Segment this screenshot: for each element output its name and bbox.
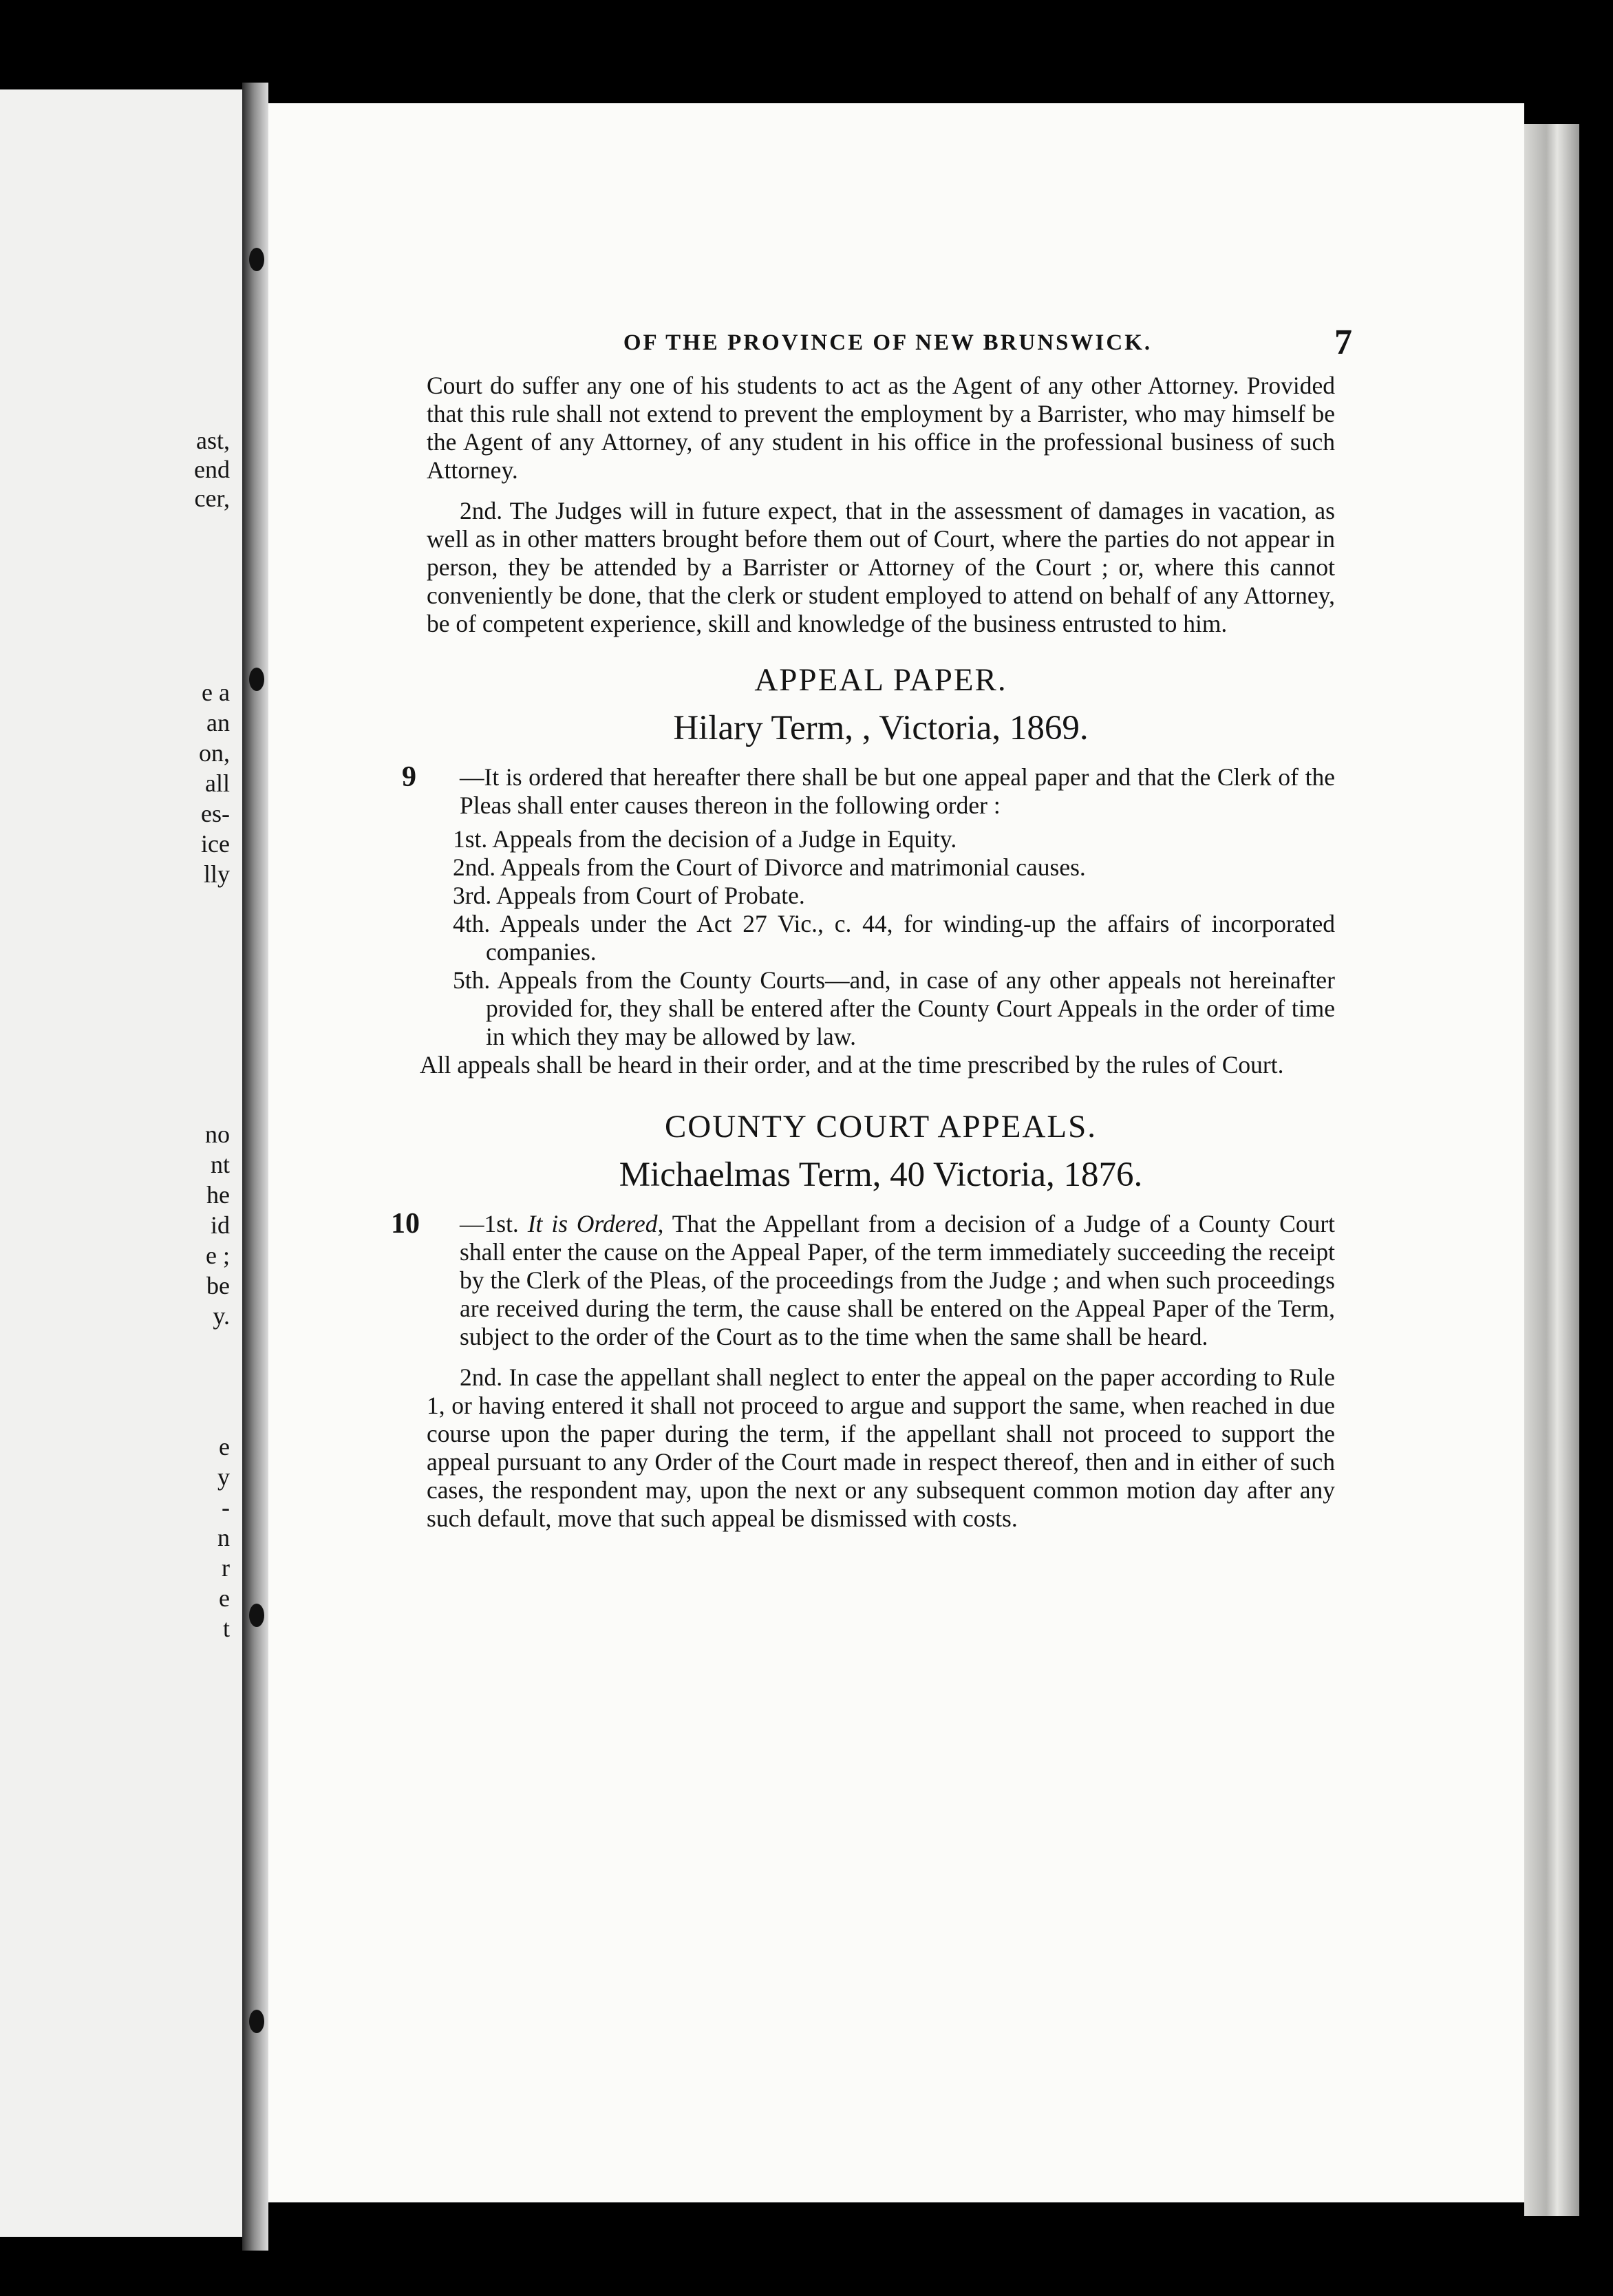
facing-page-fragment: no [205,1120,230,1148]
facing-page-fragment: end [194,456,230,483]
facing-page-fragment: nt [210,1151,230,1178]
facing-page-fragment: lly [203,860,230,888]
facing-page-fragment: cer, [194,485,230,512]
rule-lead: —1st. [460,1210,519,1237]
section-term: Michaelmas Term, 40 Victoria, 1876. [619,1156,1143,1194]
facing-page-fragment: - [222,1494,230,1521]
facing-page-fragment: e [219,1433,230,1460]
facing-page-fragment: ice [201,830,230,858]
facing-page-text [0,89,242,2237]
rule-9 [402,761,1335,820]
facing-page-fragment: he [206,1181,230,1209]
facing-page-fragment: e [219,1584,230,1612]
facing-page-fragment: r [222,1554,230,1582]
facing-page-fragment: n [217,1524,230,1551]
facing-page-fragment: on, [199,739,230,767]
rule-paragraph: 2nd. The Judges will in future expect, that in the assessment of damages in vacation, as well as in other matters brought before them out of Court, where the parties do not appear in person, they be attended by a Barrister or Attorney of the Court ; or, where this cannot conveniently be done, that the clerk or student employed to attend on behalf of any Attorney, be of competent experience, skill and knowledge of the business entrusted to him. [427,497,1335,637]
facing-page-fragment: an [206,709,230,736]
binding-thread-mark [249,2010,264,2033]
facing-page-fragment: ast, [196,427,230,454]
book-gutter [242,83,268,2251]
rule-intro: It is Ordered, [527,1210,664,1237]
facing-page-fragment: e ; [206,1242,230,1269]
running-header [427,323,1354,372]
facing-page-fragment: y [217,1463,230,1491]
binding-thread-mark [249,1604,264,1627]
list-item: 5th. Appeals from the County Courts—and, in case of any other appeals not hereinafter provided for, they shall be entered after the County Court Appeals in the order of time in which they may be allowed by law. [453,966,1335,1050]
facing-page-fragment: all [205,769,230,797]
binding-thread-mark [249,248,264,271]
list-item: 1st. Appeals from the decision of a Judge in Equity. [453,825,957,853]
rule-number: 9 [402,761,416,793]
rule-text: That the Appellant from a decision of a Judge of a County Court shall enter the cause on the Appeal Paper, of the term immediately succeeding the receipt by the Clerk of the Pleas, of the proceedings from the Judge ; and when such proceedings are received during the term, the cause shall be entered on the Appeal Paper of the Term, subject to the order of the Court as to the time when the same shall be heard. [460,1210,1336,1350]
facing-page-fragment: y. [213,1302,230,1330]
page-content [391,323,1354,1533]
rule-text: —It is ordered that hereafter there shall be but one appeal paper and that the Clerk of the Pleas shall enter causes thereon in the following order : [460,763,1335,819]
rule-10 [391,1208,1336,1351]
list-item: 2nd. Appeals from the Court of Divorce and matrimonial causes. [453,853,1086,881]
facing-page-fragment: id [210,1211,230,1239]
list-item: 3rd. Appeals from Court of Probate. [453,882,805,909]
page-number: 7 [1334,323,1354,362]
rule-paragraph: 2nd. In case the appellant shall neglect to enter the appeal on the paper according to Rule 1, or having entered it shall not proceed to argue and support the same, when reached in due course upon the paper during the term, if the appellant shall not proceed to support the appeal pursuant to any Order of the Court made in respect thereof, then and in either of such cases, the respondent may, upon the next or any subsequent common motion day after any such default, move that such appeal be dismissed with costs. [427,1363,1335,1532]
binding-thread-mark [249,668,264,691]
running-header-title: OF THE PROVINCE OF NEW BRUNSWICK. [623,330,1153,355]
closing-statement: All appeals shall be heard in their order, and at the time prescribed by the rules of Court. [420,1051,1284,1078]
section-term: Hilary Term, , Victoria, 1869. [673,709,1089,747]
list-item: 4th. Appeals under the Act 27 Vic., c. 44, for winding-up the affairs of incorporated companies. [453,910,1335,966]
page-edges [1524,124,1579,2216]
facing-page [0,89,242,2237]
facing-page-fragment: e a [202,679,230,706]
facing-page-fragment: es- [201,800,230,827]
section-heading: APPEAL PAPER. [754,662,1007,698]
continued-paragraph: Court do suffer any one of his students to act as the Agent of any other Attorney. Provided that this rule shall not extend to prevent the employment by a Barrister, who may himself be the Agent of any Attorney, of any student in his office in the professional business of such Attorney. [427,372,1335,484]
section-heading: COUNTY COURT APPEALS. [664,1109,1098,1145]
rule-number: 10 [391,1208,420,1240]
facing-page-fragment: be [206,1272,230,1299]
facing-page-fragment: t [222,1615,230,1642]
